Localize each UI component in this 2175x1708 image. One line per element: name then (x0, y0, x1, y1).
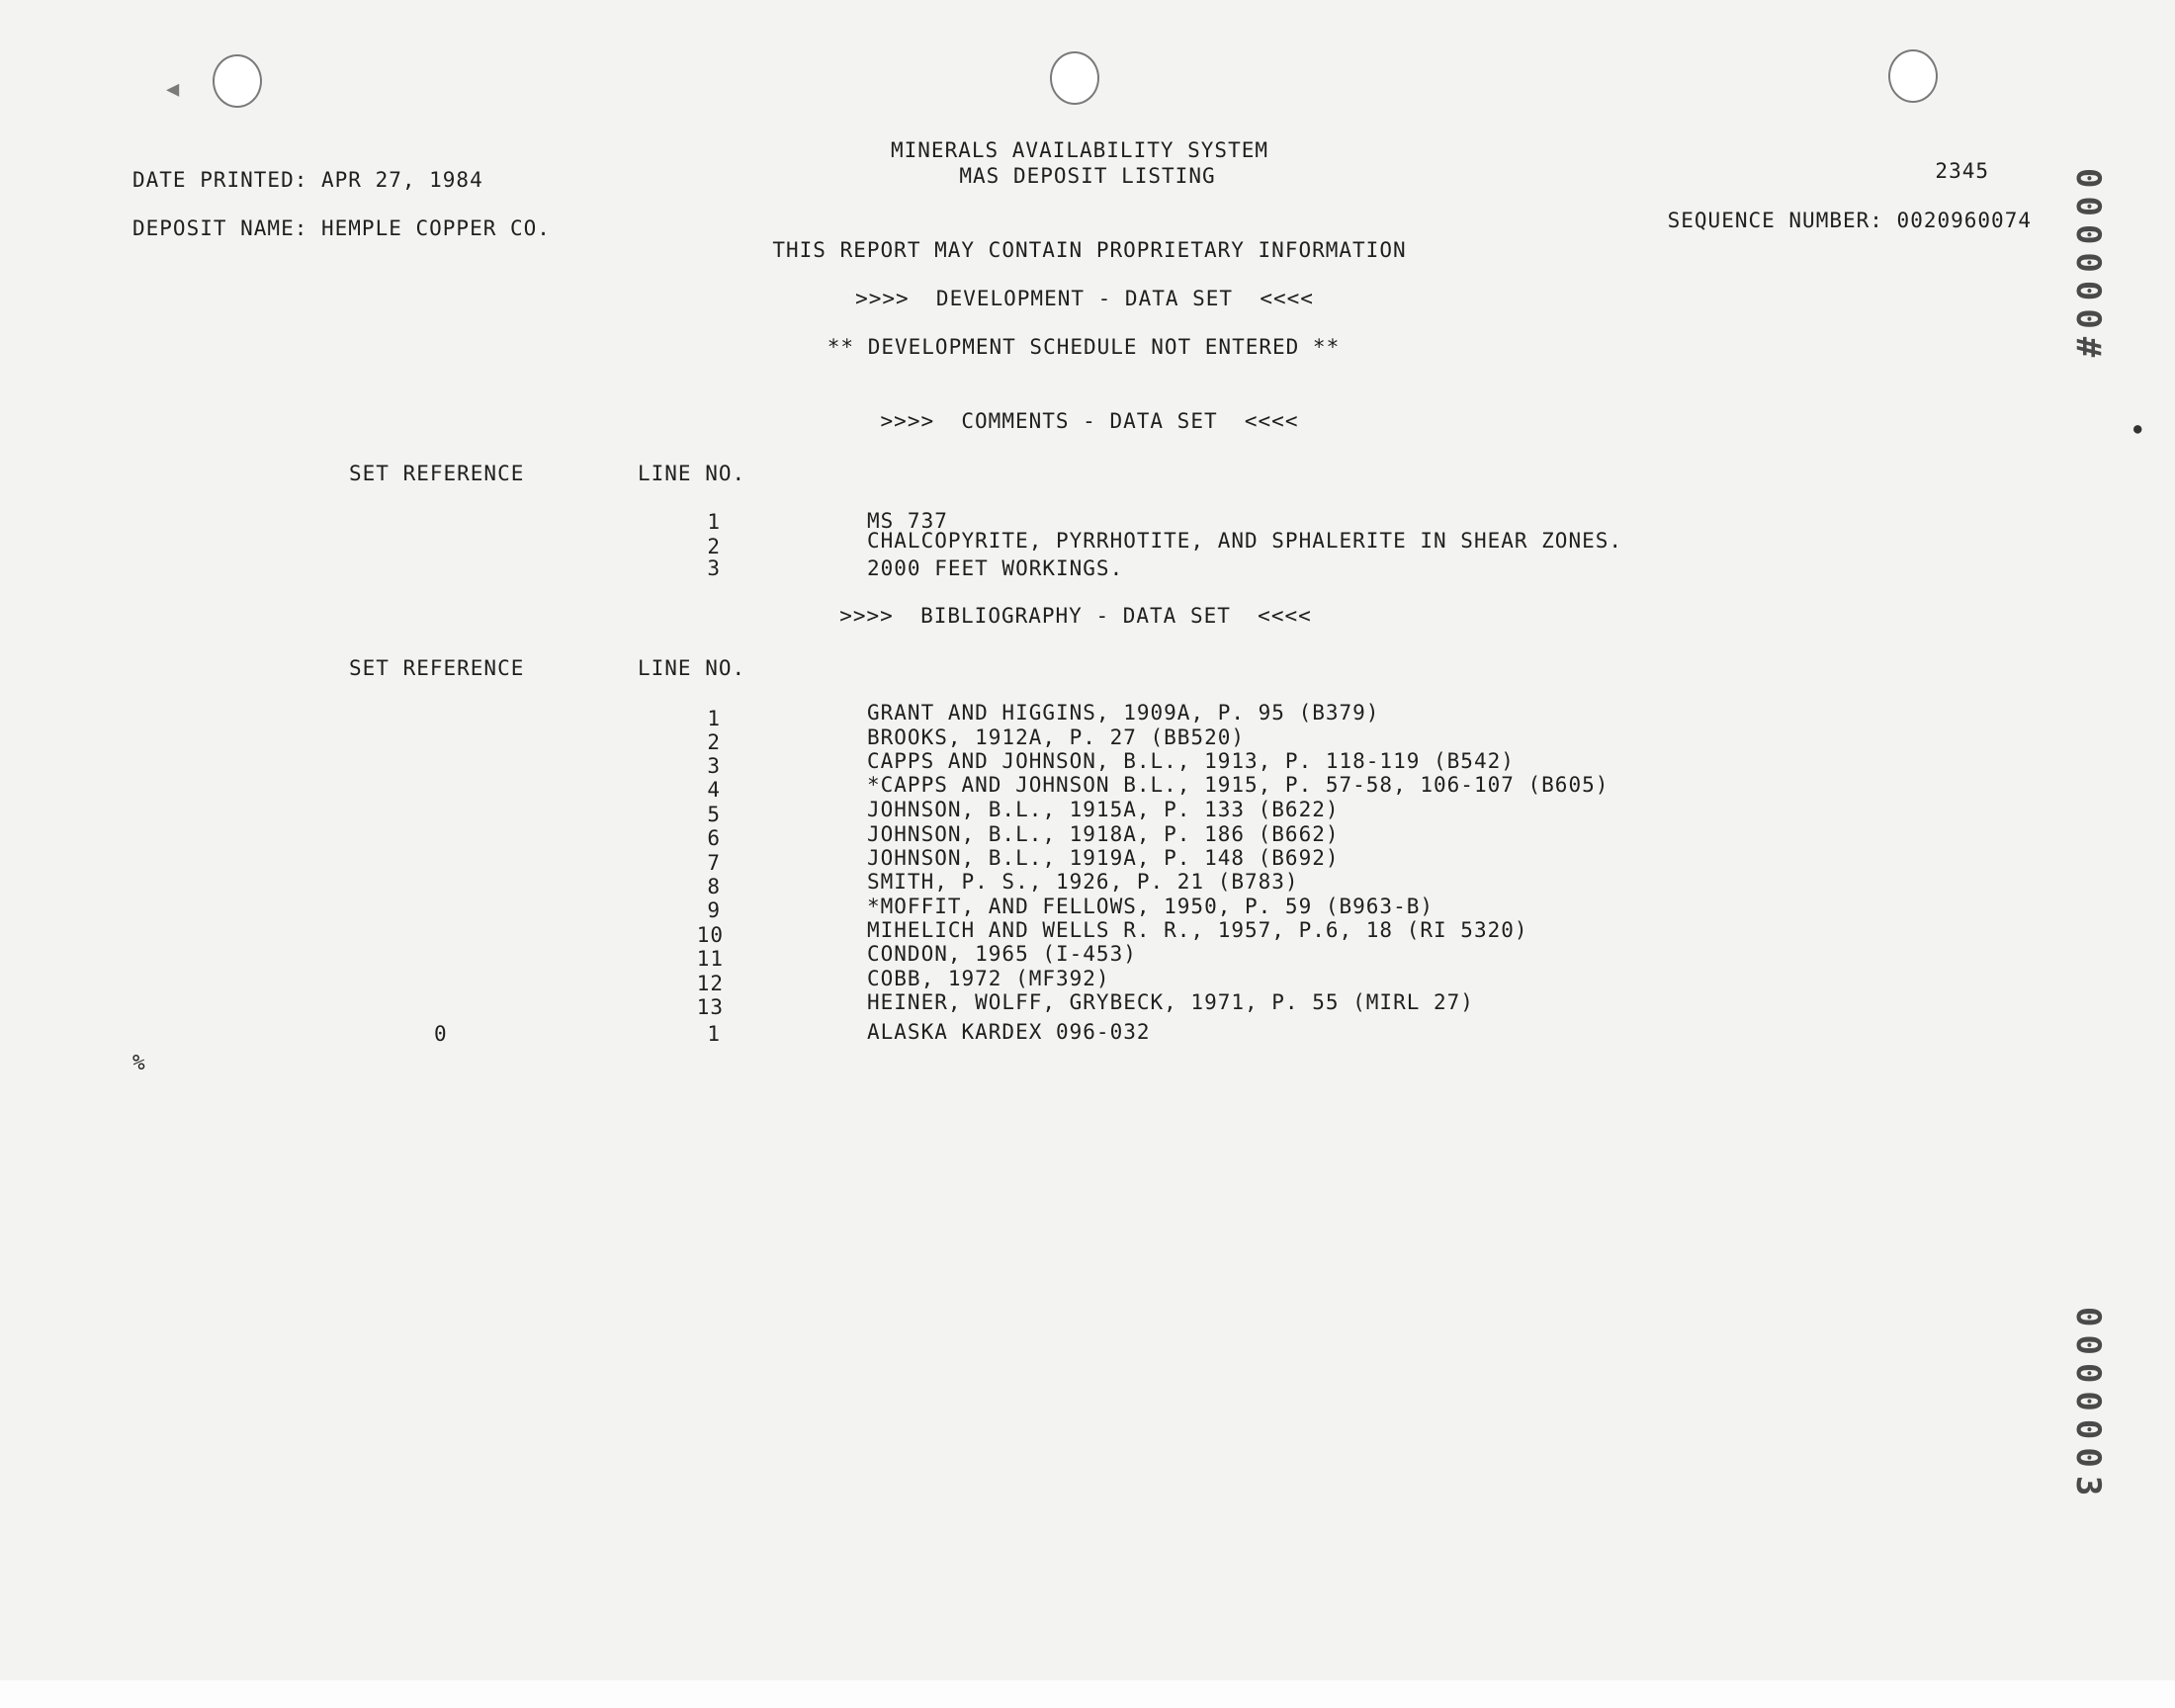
line-number: 13 (696, 995, 724, 1019)
citation-text: ALASKA KARDEX 096-032 (867, 1020, 1151, 1044)
listing-title: MAS DEPOSIT LISTING (959, 164, 1216, 188)
date-printed: DATE PRINTED: APR 27, 1984 (132, 168, 483, 192)
citation-text: JOHNSON, B.L., 1919A, P. 148 (B692) (867, 846, 1340, 870)
line-number: 7 (707, 851, 721, 875)
pencil-mark: ◀ (166, 77, 180, 102)
development-heading: >>>> DEVELOPMENT - DATA SET <<<< (855, 287, 1314, 310)
citation-text: MIHELICH AND WELLS R. R., 1957, P.6, 18 (RI 5320) (867, 918, 1528, 942)
line-number: 5 (707, 803, 721, 826)
comment-text: CHALCOPYRITE, PYRRHOTITE, AND SPHALERITE IN SHEAR ZONES. (867, 529, 1623, 553)
line-number: 1 (707, 1022, 721, 1046)
citation-text: BROOKS, 1912A, P. 27 (BB520) (867, 726, 1246, 749)
page-bottom-edge (0, 1680, 2175, 1708)
line-number: 9 (707, 898, 721, 922)
line-number: 3 (707, 556, 721, 580)
deposit-name: DEPOSIT NAME: HEMPLE COPPER CO. (132, 216, 551, 240)
sequence-number: SEQUENCE NUMBER: 0020960074 (1667, 209, 2032, 232)
line-number: 6 (707, 826, 721, 850)
bibliography-col-line-no: LINE NO. (638, 656, 746, 680)
line-number: 1 (707, 707, 721, 730)
citation-text: COBB, 1972 (MF392) (867, 967, 1110, 990)
bibliography-col-set-reference: SET REFERENCE (349, 656, 525, 680)
side-stamp-top: 000000# (2068, 168, 2108, 366)
page-number: 2345 (1935, 159, 1989, 183)
footer-mark: % (132, 1051, 146, 1074)
citation-text: SMITH, P. S., 1926, P. 21 (B783) (867, 870, 1299, 894)
comment-text: MS 737 (867, 509, 948, 533)
citation-text: JOHNSON, B.L., 1915A, P. 133 (B622) (867, 798, 1340, 821)
line-number: 8 (707, 875, 721, 898)
line-number: 4 (707, 778, 721, 802)
set-reference-value: 0 (434, 1022, 448, 1046)
citation-text: JOHNSON, B.L., 1918A, P. 186 (B662) (867, 822, 1340, 846)
proprietary-notice: THIS REPORT MAY CONTAIN PROPRIETARY INFORMATION (772, 238, 1407, 262)
development-note: ** DEVELOPMENT SCHEDULE NOT ENTERED ** (826, 335, 1341, 359)
citation-text: HEINER, WOLFF, GRYBECK, 1971, P. 55 (MIRL 27) (867, 990, 1474, 1014)
punch-hole-right (1888, 49, 1938, 103)
citation-text: *MOFFIT, AND FELLOWS, 1950, P. 59 (B963-B) (867, 895, 1435, 918)
line-number: 1 (707, 510, 721, 534)
punch-hole-center (1050, 51, 1099, 105)
line-number: 12 (696, 972, 724, 995)
comment-text: 2000 FEET WORKINGS. (867, 556, 1124, 580)
citation-text: CONDON, 1965 (I-453) (867, 942, 1137, 966)
system-title: MINERALS AVAILABILITY SYSTEM (890, 138, 1269, 162)
line-number: 3 (707, 754, 721, 778)
punch-hole-left (213, 54, 262, 108)
comments-col-line-no: LINE NO. (638, 462, 746, 485)
line-number: 2 (707, 535, 721, 558)
citation-text: CAPPS AND JOHNSON, B.L., 1913, P. 118-119 (B542) (867, 749, 1515, 773)
line-number: 2 (707, 730, 721, 754)
citation-text: GRANT AND HIGGINS, 1909A, P. 95 (B379) (867, 701, 1380, 725)
ink-dot: ● (2133, 421, 2142, 437)
comments-heading: >>>> COMMENTS - DATA SET <<<< (880, 409, 1299, 433)
line-number: 10 (696, 923, 724, 947)
line-number: 11 (696, 947, 724, 971)
comments-col-set-reference: SET REFERENCE (349, 462, 525, 485)
citation-text: *CAPPS AND JOHNSON B.L., 1915, P. 57-58, 106-107 (B605) (867, 773, 1610, 797)
side-stamp-bottom: 0000003 (2068, 1307, 2108, 1504)
bibliography-heading: >>>> BIBLIOGRAPHY - DATA SET <<<< (839, 604, 1312, 628)
